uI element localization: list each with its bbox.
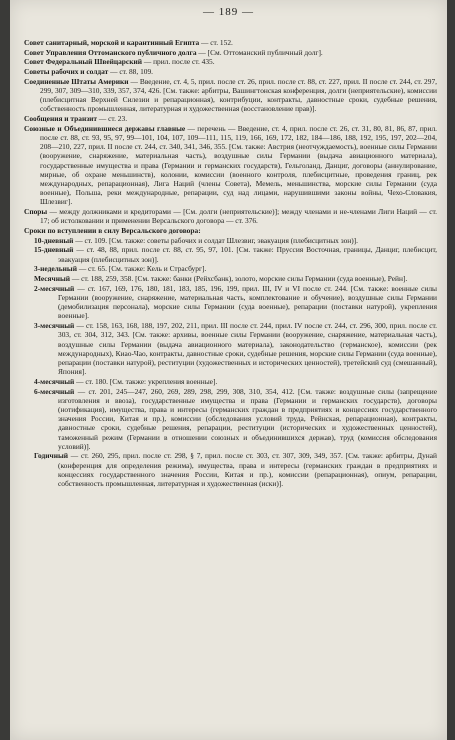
entry-heading: Совет санитарный, морской и карантинный Египта bbox=[24, 38, 200, 47]
index-subentry bbox=[24, 236, 437, 245]
entry-text: — Введение, ст. 4, 5, прил. после ст. 26, прил. после ст. 88, ст. 227, прил. II после ст. 244, ст. 297, 299, 307, 309—310, 339, 357, 374, 426. [См. также: арбитры, Вашингтонская конференция, долги (неприятельские), комиссии (плебисцитная Верхней Силезии и репарационная), контрибуции, контракты, давностные сроки, судебные решения, собственность промышленная, литературная и художественная (восстановление прав)]. bbox=[40, 76, 437, 114]
entry-text: — ст. 23. bbox=[97, 114, 128, 124]
index-subentry bbox=[24, 377, 437, 386]
book-page bbox=[10, 0, 447, 740]
index-entry bbox=[24, 77, 437, 114]
index-entry bbox=[24, 226, 437, 235]
subentry-text: — ст. 188, 259, 358. [См. также: банки (Рейхсбанк), золото, морские силы Германии (суда военные), Рейн]. bbox=[69, 274, 408, 284]
subentry-heading: 3-недельный bbox=[34, 264, 77, 274]
subentry-text: — ст. 201, 245—247, 260, 269, 289, 298, 299, 308, 310, 354, 412. [См. также: воздушные силы (запрещение изготовления и ввоза), государственные имущества и права (Германии и германских государств), договоры (нотификация), имущества, права и интересы (германских граждан в предприятиях и концессиях государственного значения России, Китая и пр.), комиссии (обследования условий труда, Рейнская, репарационная), контракты, давностные сроки, судебные решения, репарации, реституции (исторических и художественных ценностей), таможенный режим (Германии в отношении союзных и объединившихся держав), труд (комиссия обследования условий)]. bbox=[58, 386, 437, 451]
index-entry bbox=[24, 124, 437, 207]
entry-text: — ст. 152. bbox=[199, 38, 233, 47]
index-subentry bbox=[24, 321, 437, 376]
subentry-heading: 6-месячный bbox=[34, 386, 75, 396]
entry-text: — между должниками и кредиторами — [См. долги (неприятельские)]; между членами и не-членами Лиги Наций — ст. 17; об истолковании и применении Версальского договора — ст. 376. bbox=[40, 207, 437, 226]
page-number: — 189 — bbox=[203, 6, 254, 18]
subentry-heading: 2-месячный bbox=[34, 283, 75, 293]
subentry-heading: 15-дневный bbox=[34, 245, 74, 255]
subentry-text: — ст. 167, 169, 176, 180, 181, 183, 185, 196, 199, прил. III, IV и VI после ст. 244. [См. также: военные силы Германии (вооружение, снаряжение, материальная часть, комплектование и обучение), воздушные силы Германии (демобилизация персонала), морские силы Германии (суда военные), репарации (поставки натурой), укрепления военные]. bbox=[58, 283, 437, 321]
index-body bbox=[24, 38, 437, 489]
subentry-text: — ст. 48, 88, прил. после ст. 88, ст. 95, 97, 101. [См. также: Пруссия Восточная, границы, Данциг, плебисцит, эвакуация (плебисцитных зон)]. bbox=[58, 245, 437, 264]
index-entry bbox=[24, 48, 437, 57]
entry-text: — [См. Оттоманский публичный долг]. bbox=[196, 47, 323, 57]
subentry-text: — ст. 158, 163, 168, 188, 197, 202, 211, прил. III после ст. 244, прил. IV после ст. 244, ст. 296, 300, прил. после ст. 303, ст. 304, 312, 343. [См. также: архивы, военные силы Германии (вооружение, снаряжение, материальная часть), воздушные силы Германии (выдача авиационного материала), законодательство (германское), комиссии (рек международных), Киао-Чао, контракты, давностные сроки, судебные решения, морские силы Германии (суда военные), репарации (поставки натурой), реституции (художественных и исторических ценностей), третейский суд (смешанный), Япония]. bbox=[58, 321, 437, 377]
entry-heading: Сроки по вступлении в силу Версальского договора: bbox=[24, 226, 201, 236]
entry-text: — ст. 88, 109. bbox=[108, 67, 154, 77]
index-entry bbox=[24, 67, 437, 76]
subentry-heading: 3-месячный bbox=[34, 321, 75, 331]
entry-heading: Союзные и Объединившиеся державы главные bbox=[24, 123, 186, 133]
entry-heading: Соединенные Штаты Америки bbox=[24, 76, 129, 86]
entry-heading: Советы рабочих и солдат bbox=[24, 67, 109, 77]
index-subentry bbox=[24, 264, 437, 273]
index-entry bbox=[24, 114, 437, 123]
subentry-text: — ст. 65. [См. также: Кель и Страсбург]. bbox=[76, 264, 207, 274]
entry-heading: Сообщения и транзит bbox=[24, 114, 98, 124]
subentry-heading: 4-месячный bbox=[34, 376, 75, 386]
subentry-text: — ст. 180. [См. также: укрепления военные]. bbox=[74, 376, 218, 386]
subentry-text: — ст. 260, 295, прил. после ст. 298, § 7, прил. после ст. 303, ст. 307, 309, 349, 357. [См. также: арбитры, Дунай (конференция для определения режима), имущества, права и интересы (германских граждан в предприятиях и концессиях государственного значения России, Китая и пр.), комиссии (репарационная), опиум, репарации, собственность промышленная, литературная и художественная (иски)]. bbox=[58, 451, 437, 489]
index-subentry bbox=[24, 284, 437, 321]
subentry-text: — ст. 109. [См. также: советы рабочих и солдат Шлезвиг, эвакуация (плебисцитных зон)]. bbox=[73, 235, 358, 245]
subentry-heading: Годичный bbox=[34, 451, 68, 461]
entry-heading: Споры bbox=[24, 207, 48, 217]
index-entry bbox=[24, 207, 437, 225]
entry-text: — прил. после ст. 435. bbox=[141, 57, 215, 67]
index-subentry bbox=[24, 245, 437, 263]
index-entry bbox=[24, 38, 437, 47]
index-subentry bbox=[24, 387, 437, 451]
index-entry bbox=[24, 57, 437, 66]
index-subentry bbox=[24, 451, 437, 488]
entry-heading: Совет Федеральный Швейцарский bbox=[24, 57, 142, 67]
entry-heading: Совет Управления Оттоманского публичного долга bbox=[24, 47, 197, 57]
index-subentry bbox=[24, 274, 437, 283]
subentry-heading: 10-дневный bbox=[34, 235, 74, 245]
entry-text: — перечень — Введение, ст. 4, прил. после ст. 26, ст. 31, 80, 81, 86, 87, прил. после ст. 88, ст. 93, 95, 97, 99—101, 104, 107, 109—111, 115, 119, 166, 169, 172, 182, 184—186, 188, 192, 195, 197, 202—204, 208—210, 227, прил. II после ст. 244, ст. 340, 341, 346, 355. [См. также: Австрия (неотчуждаемость), военные силы Германии (вооружение, снаряжение, материальная часть), воздушные силы Германии (выдача авиационного материала), государственные имущества и права (Германии и германских государств), Гельголанд, Данциг, договоры (аннулирование, мирные, об охране меньшинств), колонии, комиссии (военного контроля, плебисцитные, проведения границ, рек международных, репарационная), Лига Наций (члены Совета), Мемель, меньшинства, морские силы Германии (суда военные), Польша, реки международные, репарации, суд над лицами, нарушившими законы войны, Чехо-Словакия, Шлезвиг]. bbox=[40, 123, 437, 207]
subentry-heading: Месячный bbox=[34, 274, 70, 284]
